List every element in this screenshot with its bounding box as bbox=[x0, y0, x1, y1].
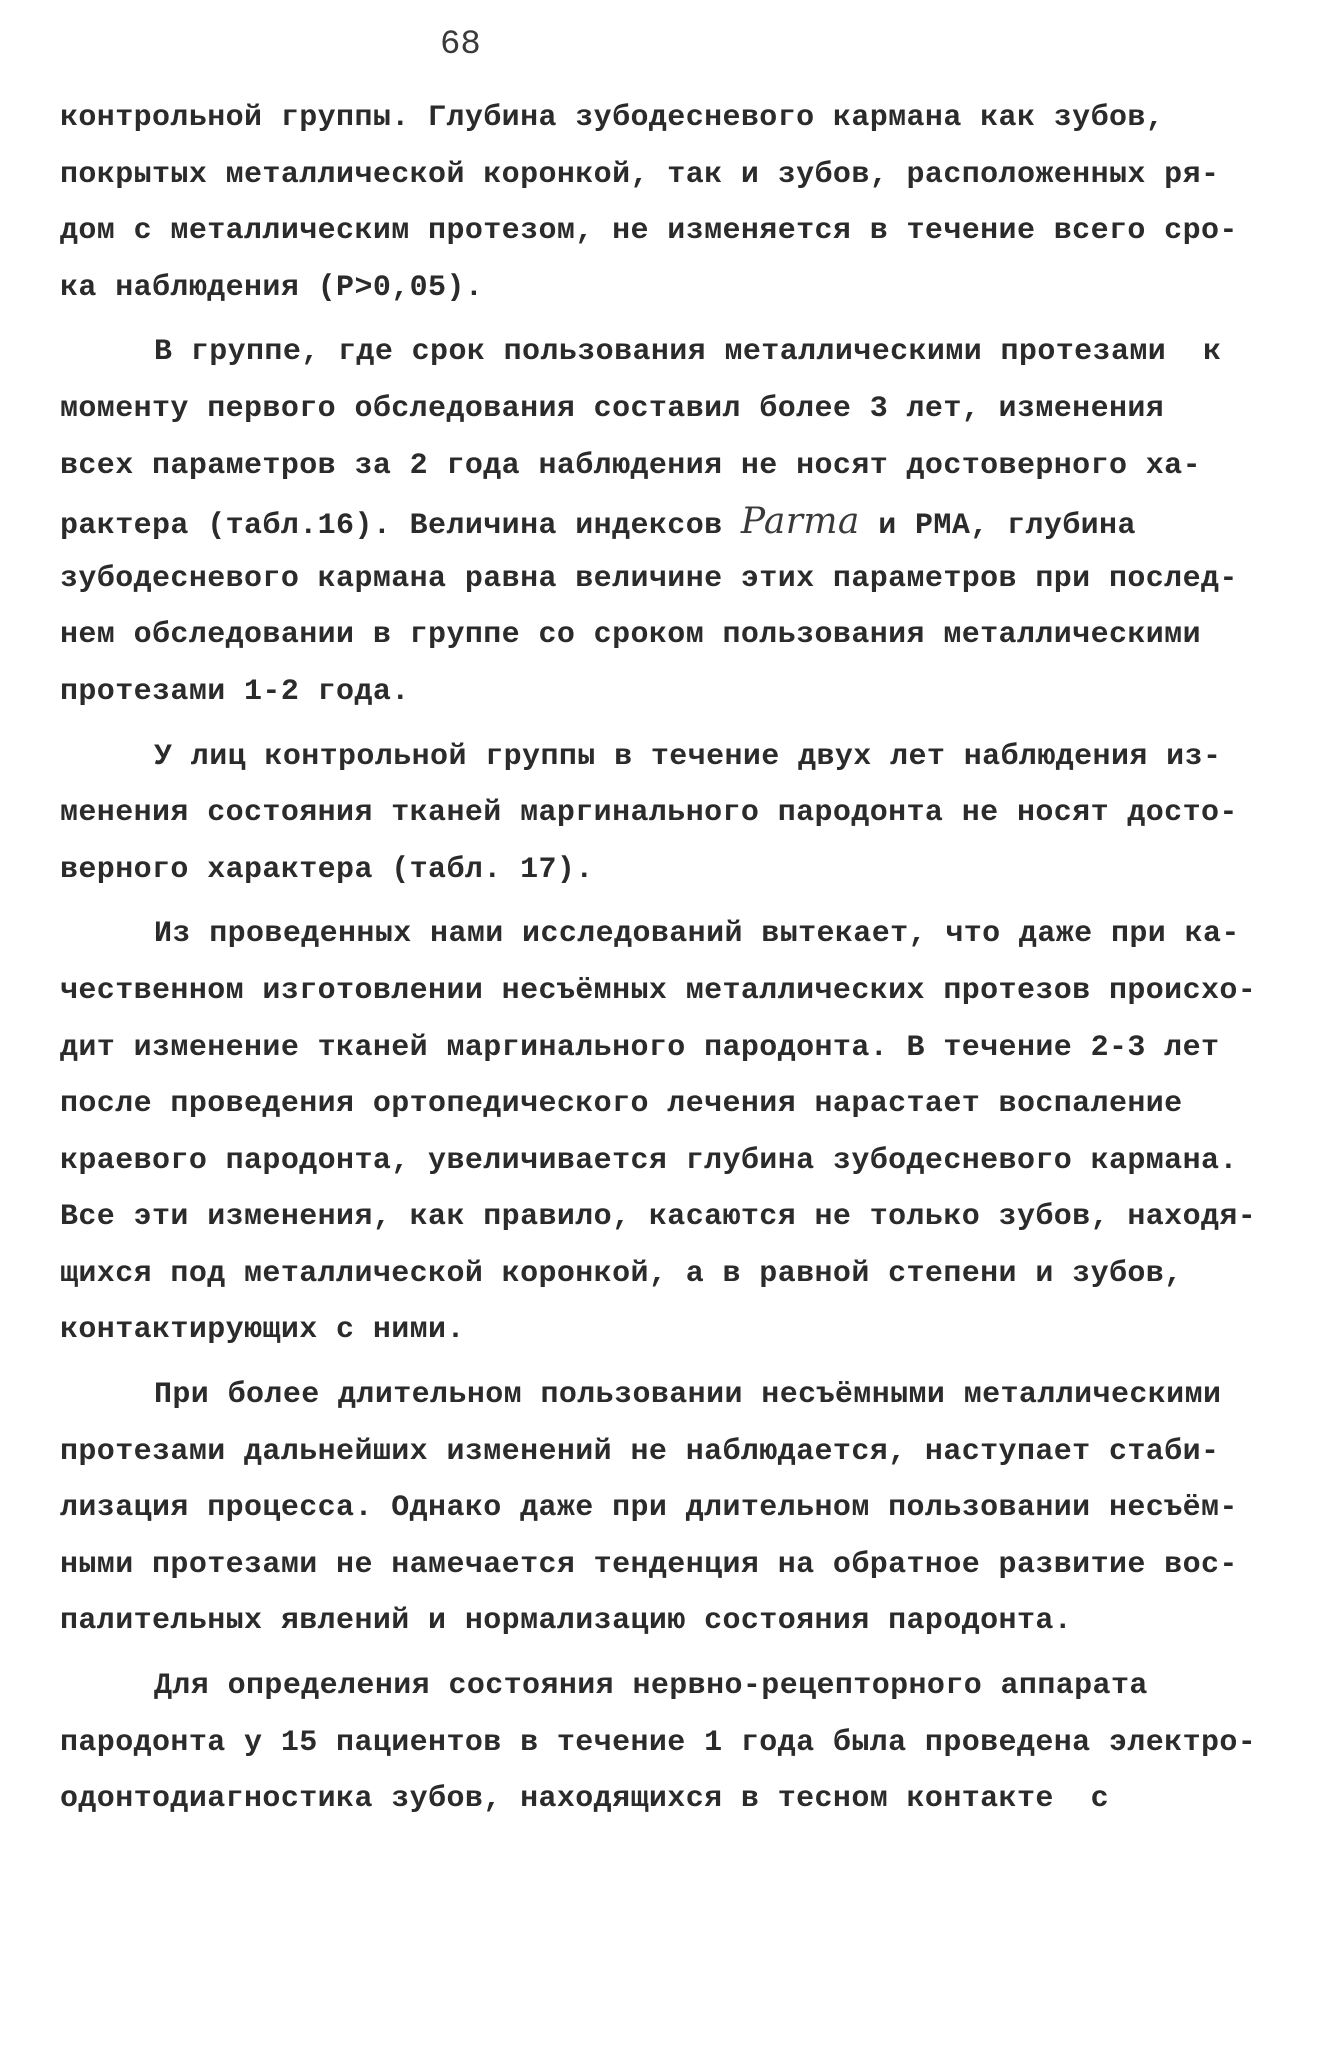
text-line: покрытых металлической коронкой, так и зубов, расположенных ря- bbox=[60, 157, 1220, 192]
text-line: менения состояния тканей маргинального пародонта не носят досто- bbox=[60, 796, 1238, 831]
text-line: ка наблюдения (Р>0,05). bbox=[60, 270, 484, 305]
text-line: При более длительном пользовании несъёмными металлическими bbox=[154, 1378, 1222, 1413]
text-line: после проведения ортопедического лечения нарастает воспаление bbox=[60, 1087, 1183, 1122]
text-line: Для определения состояния нервно-рецепторного аппарата bbox=[154, 1669, 1148, 1704]
text-line: зубодесневого кармана равна величине этих параметров при послед- bbox=[60, 561, 1238, 596]
text-line: У лиц контрольной группы в течение двух лет наблюдения из- bbox=[154, 739, 1222, 774]
text-line: ными протезами не намечается тенденция на обратное развитие вос- bbox=[60, 1547, 1238, 1582]
text-fragment: и РМА, глубина bbox=[859, 509, 1136, 544]
handwritten-index-name: Parma bbox=[740, 501, 860, 543]
text-line: В группе, где срок пользования металлическими протезами к bbox=[154, 335, 1222, 370]
page-number: 68 bbox=[440, 26, 481, 64]
text-line: чественном изготовлении несъёмных металлических протезов происхо- bbox=[60, 973, 1257, 1008]
text-line: щихся под металлической коронкой, а в равной степени и зубов, bbox=[60, 1256, 1183, 1291]
text-line: контрольной группы. Глубина зубодесневого кармана как зубов, bbox=[60, 101, 1165, 135]
text-line: всех параметров за 2 года наблюдения не носят достоверного ха- bbox=[60, 448, 1201, 483]
text-line: Из проведенных нами исследований вытекает, что даже при ка- bbox=[154, 917, 1240, 952]
text-line: одонтодиагностика зубов, находящихся в тесном контакте с bbox=[60, 1782, 1109, 1817]
text-line-with-handwriting bbox=[60, 494, 1250, 551]
text-line: пародонта у 15 пациентов в течение 1 года была проведена электро- bbox=[60, 1725, 1257, 1760]
text-line: верного характера (табл. 17). bbox=[60, 852, 594, 887]
text-line: дом с металлическим протезом, не изменяется в течение всего сро- bbox=[60, 214, 1238, 249]
text-line: лизация процесса. Однако даже при длительном пользовании несъём- bbox=[60, 1491, 1238, 1526]
text-line: дит изменение тканей маргинального пародонта. В течение 2-3 лет bbox=[60, 1030, 1220, 1065]
text-line: нем обследовании в группе со сроком пользования металлическими bbox=[60, 618, 1201, 653]
text-line: контактирующих с ними. bbox=[60, 1313, 465, 1348]
text-line: Все эти изменения, как правило, касаются не только зубов, находя- bbox=[60, 1200, 1257, 1235]
text-line: моменту первого обследования составил более 3 лет, изменения bbox=[60, 391, 1165, 426]
text-line: краевого пародонта, увеличивается глубина зубодесневого кармана. bbox=[60, 1143, 1238, 1178]
text-line: палительных явлений и нормализацию состояния пародонта. bbox=[60, 1604, 1073, 1639]
text-line: протезами дальнейших изменений не наблюдается, наступает стаби- bbox=[60, 1434, 1220, 1469]
text-line: протезами 1-2 года. bbox=[60, 674, 410, 709]
body-text bbox=[60, 90, 1257, 1828]
text-fragment: рактера (табл.16). Величина индексов bbox=[60, 509, 741, 544]
